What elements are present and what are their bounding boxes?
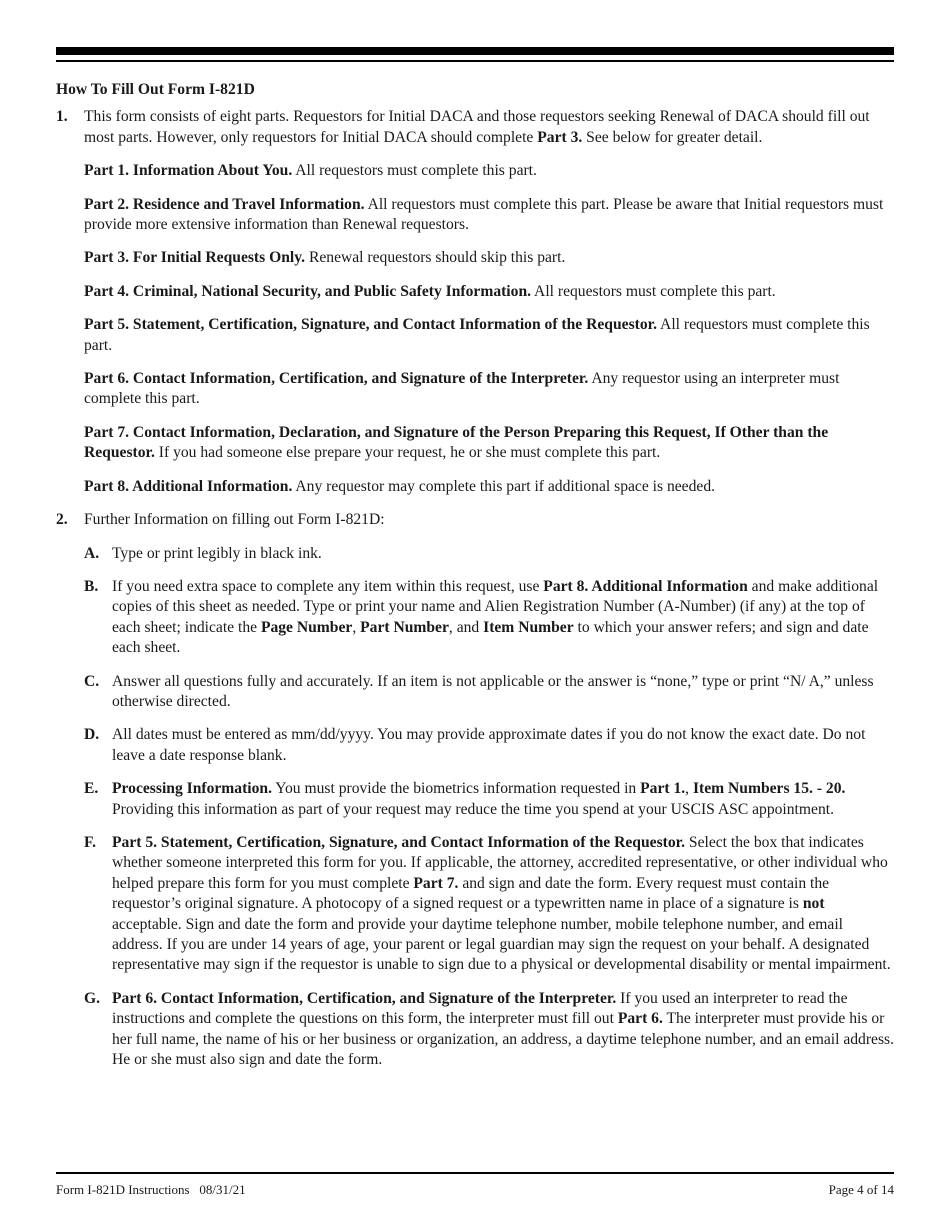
sub-item-label: D. <box>84 726 100 744</box>
sub-item-g: G. Part 6. Contact Information, Certification, and Signature of the Interpreter. If you used an interpreter to read the instructions and complete the questions on this form, the interpreter must fill out Part 6. The interpreter must provide his or her full name, the name of his or her business or organization, an address, a daytime telephone number, and an email address. He or she must also sign and date the form. <box>84 989 896 1071</box>
sub-item-label: B. <box>84 577 99 595</box>
sub-item-e: E. Processing Information. You must provide the biometrics information requested in Part 1., Item Numbers 15. - 20. Providing this information as part of your request may reduce the time you spend at your USCIS ASC appointment. <box>84 779 896 820</box>
sub-item-label: C. <box>84 672 100 690</box>
item-2 <box>56 510 896 530</box>
item-1 <box>56 107 896 148</box>
part-description: Part 1. Information About You. All requestors must complete this part. <box>84 162 537 180</box>
part-description: Part 5. Statement, Certification, Signature, and Contact Information of the Requestor. All requestors must complete this part. <box>84 316 870 354</box>
item-1-text: This form consists of eight parts. Requestors for Initial DACA and those requestors seeking Renewal of DACA should fill out most parts. However, only requestors for Initial DACA should complete Part 3. See below for greater detail. <box>84 108 870 146</box>
section-heading: How To Fill Out Form I-821D <box>56 81 255 98</box>
sub-item-c: C. Answer all questions fully and accurately. If an item is not applicable or the answer is “none,” type or print “N/ A,” unless otherwise directed. <box>84 672 896 713</box>
part-description: Part 8. Additional Information. Any requestor may complete this part if additional space is needed. <box>84 477 716 495</box>
footer-rule <box>56 1172 894 1174</box>
page-number: Page 4 of 14 <box>828 1182 894 1197</box>
part-description: Part 6. Contact Information, Certification, and Signature of the Interpreter. Any requestor using an interpreter must complete this part. <box>84 370 840 408</box>
sub-item-d: D. All dates must be entered as mm/dd/yyyy. You may provide approximate dates if you do not know the exact date. Do not leave a date response blank. <box>84 725 896 766</box>
item-number: 2. <box>56 511 68 529</box>
sub-item-label: E. <box>84 780 99 798</box>
header-rule-thin <box>56 60 894 62</box>
part-description: Part 3. For Initial Requests Only. Renewal requestors should skip this part. <box>84 249 566 267</box>
sub-item-label: A. <box>84 544 100 562</box>
sub-item-label: G. <box>84 989 101 1007</box>
instructions-content <box>56 80 896 1083</box>
item-2-intro: Further Information on filling out Form I-821D: <box>84 511 385 529</box>
form-edition: Form I-821D Instructions 08/31/21 <box>56 1182 246 1197</box>
sub-item-b: B. If you need extra space to complete any item within this request, use Part 8. Additional Information and make additional copies of this sheet as needed. Type or print your name and Alien Registration Number (A-Number) (if any) at the top of each sheet; indicate the Page Number, Part Number, and Item Number to which your answer refers; and sign and date each sheet. <box>84 577 896 659</box>
item-number: 1. <box>56 108 68 126</box>
sub-item-label: F. <box>84 833 96 851</box>
part-description: Part 4. Criminal, National Security, and Public Safety Information. All requestors must complete this part. <box>84 282 776 300</box>
page-footer <box>56 1182 894 1198</box>
part-description: Part 7. Contact Information, Declaration, and Signature of the Person Preparing this Request, If Other than the Requestor. If you had someone else prepare your request, he or she must complete this part. <box>84 423 829 462</box>
sub-item-a: A. Type or print legibly in black ink. <box>84 544 896 564</box>
part-description: Part 2. Residence and Travel Information. All requestors must complete this part. Please be aware that Initial requestors must provide more extensive information than Renewal requestors. <box>84 195 884 234</box>
sub-item-f: F. Part 5. Statement, Certification, Signature, and Contact Information of the Requestor. Select the box that indicates whether someone interpreted this form for you. If applicable, the attorney, accredited representative, or other individual who helped prepare this form for you must complete Part 7. and sign and date the form. Every request must contain the requestor’s original signature. A photocopy of a signed request or a typewritten name in place of a signature is not acceptable. Sign and date the form and provide your daytime telephone number, mobile telephone number, and email address. If you are under 14 years of age, your parent or legal guardian may sign the request on your behalf. A designated representative may sign if the requestor is unable to sign due to a physical or developmental disability or mental impairment. <box>84 833 896 976</box>
header-rule-thick <box>56 47 894 55</box>
sub-items <box>84 544 896 1071</box>
